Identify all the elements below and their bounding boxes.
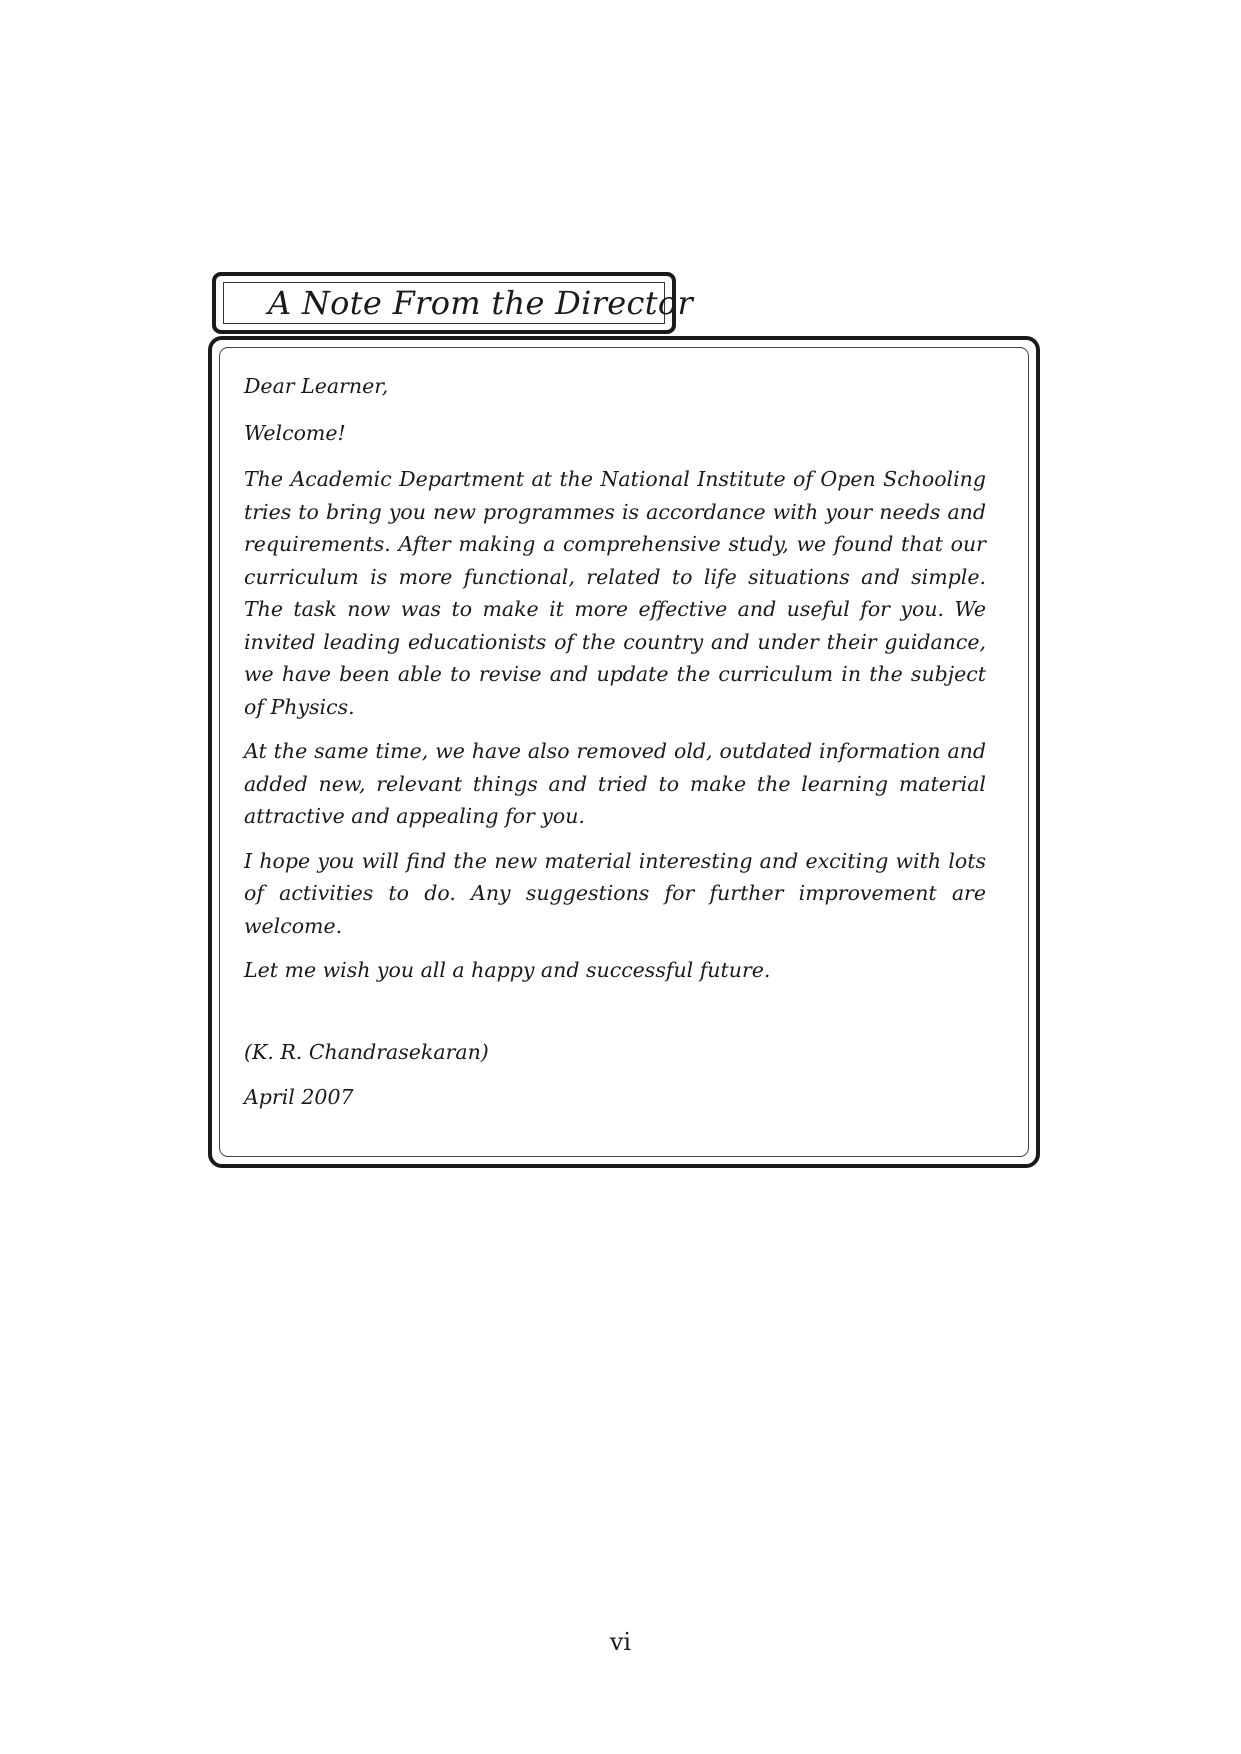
letter-date: April 2007 [244,1084,354,1109]
signatory-name: (K. R. Chandrasekaran) [244,1040,489,1064]
letter-box [208,336,1040,1168]
paragraph-4: Let me wish you all a happy and successful future. [244,958,771,982]
paragraph-2: At the same time, we have also removed old, outdated information and added new, relevant things and tried to make the learning material attractive and appealing for you. [244,739,986,828]
title-tab-inner-frame [223,282,694,324]
welcome-line: Welcome! [244,420,346,445]
letter-body [244,370,986,999]
page-title: A Note From the Director [268,284,694,322]
salutation: Dear Learner, [244,374,389,398]
paragraph-3: I hope you will find the new material interesting and exciting with lots of activities to do. Any suggestions for further improvement are welcome. [244,848,986,938]
title-tab [212,272,694,334]
page-number: vi [609,1628,632,1656]
paragraph-1: The Academic Department at the National Institute of Open Schooling tries to bring you new programmes is accordance with your needs and requirements. After making a comprehensive study, we found that our curriculum is more functional, related to life situations and simple. The task now was to make it more effective and useful for you. We invited leading educationists of the country and under their guidance, we have been able to revise and update the curriculum in the subject of Physics. [244,467,986,719]
signature-block [244,1036,489,1125]
